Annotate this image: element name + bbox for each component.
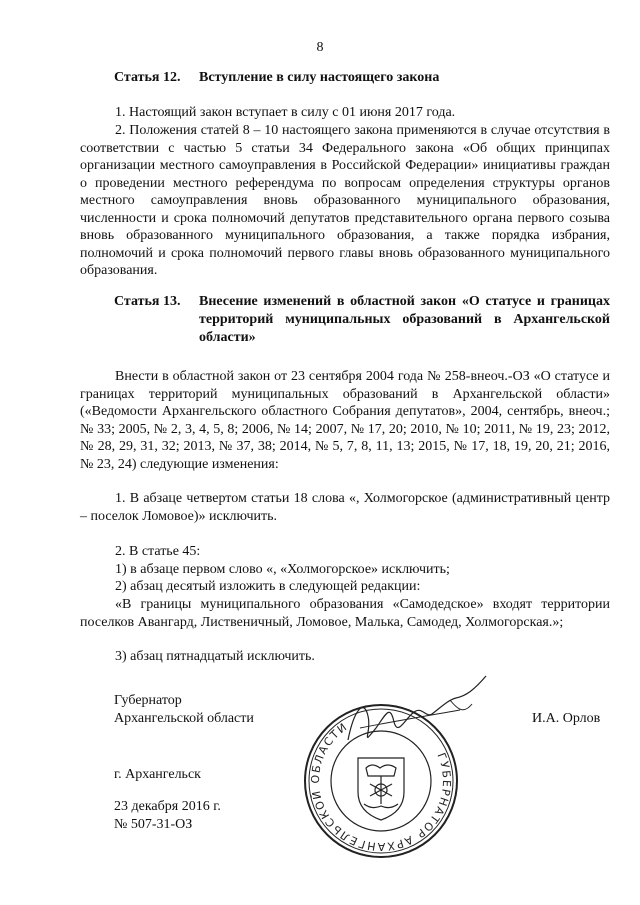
article-13-heading xyxy=(114,293,610,347)
article-13-item-2-quote: «В границы муниципального образования «Самодедское» входят территории поселков Авангард, Лиственичный, Ломовое, Малька, Самодед, Холмогорская.»; xyxy=(80,597,610,630)
signing-city: г. Архангельск xyxy=(114,767,201,782)
law-number: № 507-31-ОЗ xyxy=(114,817,193,832)
article-12-title: Вступление в силу настоящего закона xyxy=(199,70,440,85)
handwritten-signature xyxy=(330,670,510,770)
article-13-number: Статья 13. xyxy=(114,294,181,309)
article-13-intro: Внести в областной закон от 23 сентября 2004 года № 258-внеоч.-ОЗ «О статусе и границах территорий муниципальных образований в Архангельской области» («Ведомости Архангельского областного Собрания депутатов», 2004, сентябрь, внеоч.; № 33; 2005, № 2, 3, 4, 5, 8; 2006, № 14; 2007, № 17, 20; 2010, № 10; 2011, № 19, 23; 2012, № 28, 29, 31, 32; 2013, № 37, 38; 2014, № 5, 7, 8, 11, 13; 2015, № 17, 18, 19, 20, 21; 2016, № 23, 24) следующие изменения: xyxy=(80,369,610,472)
article-13-item-2-3: 3) абзац пятнадцатый исключить. xyxy=(115,649,315,664)
article-12-number: Статья 12. xyxy=(114,70,181,85)
article-13-item-2-1: 1) в абзаце первом слово «, «Холмогорское» исключить; xyxy=(115,562,450,577)
article-12-heading xyxy=(114,69,610,87)
article-13-item-1: 1. В абзаце четвертом статьи 18 слова «, Холмогорское (административный центр – поселок Ломовое)» исключить. xyxy=(80,491,610,524)
signatory-name: И.А. Орлов xyxy=(532,711,601,726)
article-13-item-2: 2. В статье 45: xyxy=(115,544,201,559)
signing-date: 23 декабря 2016 г. xyxy=(114,799,221,814)
article-12-paragraph-1: 1. Настоящий закон вступает в силу с 01 июня 2017 года. xyxy=(115,105,456,120)
article-13-item-2-2: 2) абзац десятый изложить в следующей редакции: xyxy=(115,579,421,594)
article-13-title: Внесение изменений в областной закон «О статусе и границах территорий муниципальных образований в Архангельской области» xyxy=(199,294,610,345)
seal-lettering: ГУБЕРНАТОР АРХАНГЕЛЬСКОЙ ОБЛАСТИ xyxy=(308,719,454,854)
signatory-position-line-1: Губернатор xyxy=(114,693,182,708)
page-number: 8 xyxy=(316,40,324,55)
signatory-position-line-2: Архангельской области xyxy=(114,711,254,726)
article-12-paragraph-2: 2. Положения статей 8 – 10 настоящего закона применяются в случае отсутствия в соответствии с частью 5 статьи 34 Федерального закона «Об общих принципах организации местного самоуправления в Российской Федерации» инициативы граждан о проведении местного референдума по вопросам определения структуры органов местного самоуправления вновь образованного муниципального образования, численности и срока полномочий депутатов представительного органа первого созыва вновь образованного муниципального образования, а также порядка избрания, полномочий и срока полномочий первого главы вновь образованного муниципального образования. xyxy=(80,123,610,278)
